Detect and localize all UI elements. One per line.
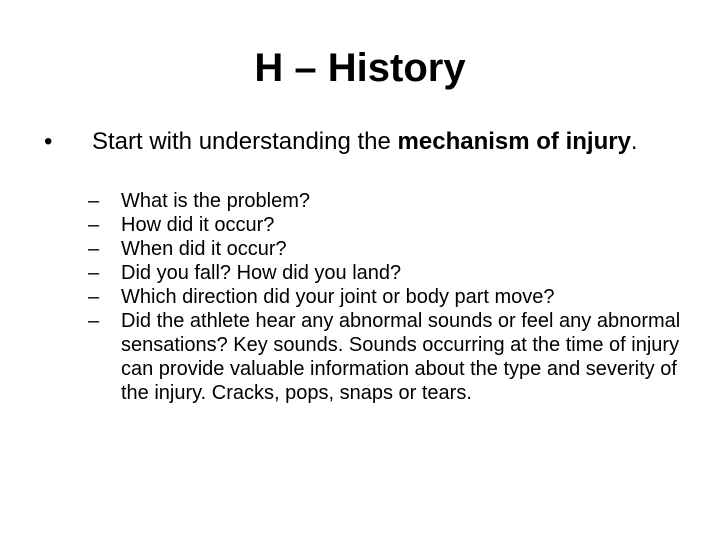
sub-bullet-text: When did it occur? [121,238,287,260]
sub-bullet-list [0,189,720,405]
bullet-marker: • [44,128,53,155]
sub-bullet-text: Which direction did your joint or body part move? [121,286,555,308]
sub-bullet-item [0,213,720,237]
sub-bullet-text: Did you fall? How did you land? [121,262,402,284]
dash-marker: – [88,310,100,332]
sub-bullet-item [0,309,720,405]
sub-bullet-text: What is the problem? [121,190,310,212]
bullet-text-bold: mechanism of injury [397,128,631,155]
dash-marker: – [88,214,100,236]
dash-marker: – [88,238,100,260]
sub-bullet-item [0,189,720,213]
main-bullet-text [92,128,672,155]
sub-bullet-text: Did the athlete hear any abnormal sounds or feel any abnormal sensations? Key sounds. Sounds occurring at the time of injury can provide valuable information about the type and severity of the injury. Cracks, pops, snaps or tears. [121,310,681,404]
dash-marker: – [88,262,100,284]
sub-bullet-item [0,261,720,285]
dash-marker: – [88,190,100,212]
bullet-text-end: . [630,128,638,155]
sub-bullet-item [0,285,720,309]
dash-marker: – [88,286,100,308]
sub-bullet-text: How did it occur? [121,214,275,236]
slide-title: H – History [254,46,466,90]
sub-bullet-item [0,237,720,261]
bullet-text-start: Start with understanding the [92,128,398,155]
